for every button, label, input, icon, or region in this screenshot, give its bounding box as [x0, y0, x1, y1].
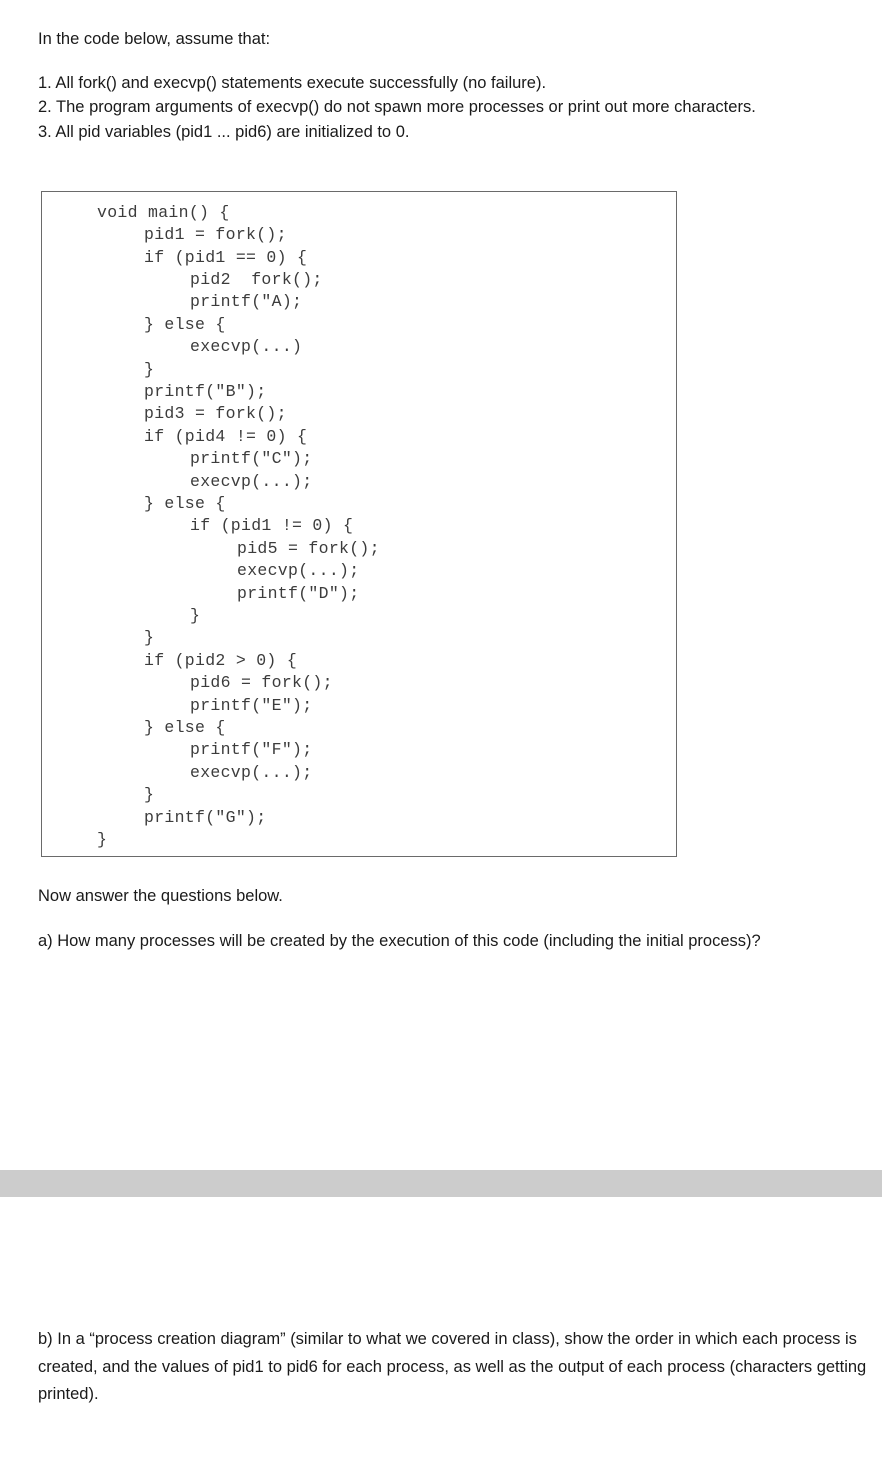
page-divider-band — [0, 1170, 882, 1197]
question-a: a) How many processes will be created by the execution of this code (including the initial process)? — [38, 932, 761, 950]
code-line: pid6 = fork(); — [190, 673, 333, 692]
code-line: if (pid1 == 0) { — [144, 248, 308, 267]
code-line: execvp(...); — [237, 561, 360, 580]
code-line: printf("E"); — [190, 696, 313, 715]
code-line: pid1 = fork(); — [144, 225, 287, 244]
code-line: } else { — [144, 718, 226, 737]
code-line: pid5 = fork(); — [237, 539, 380, 558]
code-line: printf("F"); — [190, 740, 313, 759]
code-line: } else { — [144, 494, 226, 513]
code-line: printf("B"); — [144, 382, 267, 401]
code-line: } — [144, 628, 155, 647]
code-line: pid2 fork(); — [190, 270, 323, 289]
code-line: if (pid2 > 0) { — [144, 651, 298, 670]
code-line: void main() { — [97, 203, 230, 222]
code-line: } — [144, 360, 155, 379]
assumption-3: 3. All pid variables (pid1 ... pid6) are initialized to 0. — [38, 123, 410, 141]
code-line: } — [97, 830, 108, 849]
code-line: execvp(...) — [190, 337, 303, 356]
code-line: } — [190, 606, 201, 625]
assumption-1: 1. All fork() and execvp() statements execute successfully (no failure). — [38, 74, 547, 92]
code-line: printf("A); — [190, 292, 303, 311]
intro-text: In the code below, assume that: — [38, 30, 271, 48]
code-line: pid3 = fork(); — [144, 404, 287, 423]
code-line: execvp(...); — [190, 472, 313, 491]
code-listing-box — [41, 191, 677, 857]
code-line: } else { — [144, 315, 226, 334]
code-line: printf("G"); — [144, 808, 267, 827]
code-line: } — [144, 785, 155, 804]
code-line: printf("C"); — [190, 449, 313, 468]
code-line: if (pid4 != 0) { — [144, 427, 308, 446]
code-line: execvp(...); — [190, 763, 313, 782]
code-line: printf("D"); — [237, 584, 360, 603]
code-line: if (pid1 != 0) { — [190, 516, 354, 535]
question-b: b) In a “process creation diagram” (similar to what we covered in class), show the order in which each process is created, and the values of pid1 to pid6 for each process, as well as the output of each process (characters getting printed). — [38, 1330, 867, 1403]
assumption-2: 2. The program arguments of execvp() do not spawn more processes or print out more characters. — [38, 98, 756, 116]
instruction-text: Now answer the questions below. — [38, 887, 283, 905]
